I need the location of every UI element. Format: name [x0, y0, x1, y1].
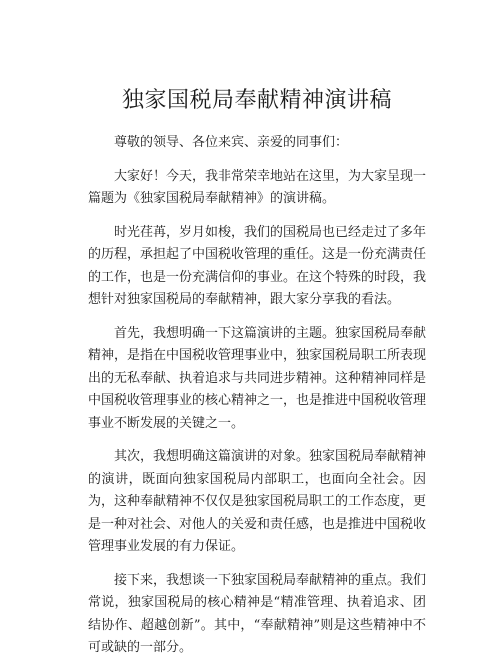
document-page: [88, 84, 426, 671]
document-title: 独家国税局奉献精神演讲稿: [121, 88, 392, 113]
body-paragraph: 接下来，我想谈一下独家国税局奉献精神的重点。我们常说，独家国税局的核心精神是“精准管理、执着追求、团结协作、超越创新”。其中，“奉献精神”则是这些精神中不可或缺的一部分。: [88, 572, 427, 655]
body-paragraph: 其次，我想明确这篇演讲的对象。独家国税局奉献精神的演讲，既面向独家国税局内部职工，也面向全社会。因为，这种奉献精神不仅仅是独家国税局职工的工作态度，更是一种对社会、对他人的关爱和责任感，也是推进中国税收管理事业发展的有力保证。: [88, 449, 427, 554]
body-paragraph: 首先，我想明确一下这篇演讲的主题。独家国税局奉献精神，是指在中国税收管理事业中，独家国税局职工所表现出的无私奉献、执着追求与共同进步精神。这种精神同样是中国税收管理事业的核心精神之一，也是推进中国税收管理事业不断发展的关键之一。: [88, 325, 427, 431]
body-paragraph: 时光荏苒，岁月如梭，我们的国税局也已经走过了多年的历程，承担起了中国税收管理的重任。这是一份充满责任的工作，也是一份充满信仰的事业。在这个特殊的时段，我想针对独家国税局的奉献精神，跟大家分享我的看法。: [88, 224, 427, 307]
greeting-paragraph: 尊敬的领导、各位来宾、亲爱的同事们：: [114, 135, 349, 150]
body-paragraph: 大家好！今天，我非常荣幸地站在这里，为大家呈现一篇题为《独家国税局奉献精神》的演讲稿。: [88, 168, 427, 206]
